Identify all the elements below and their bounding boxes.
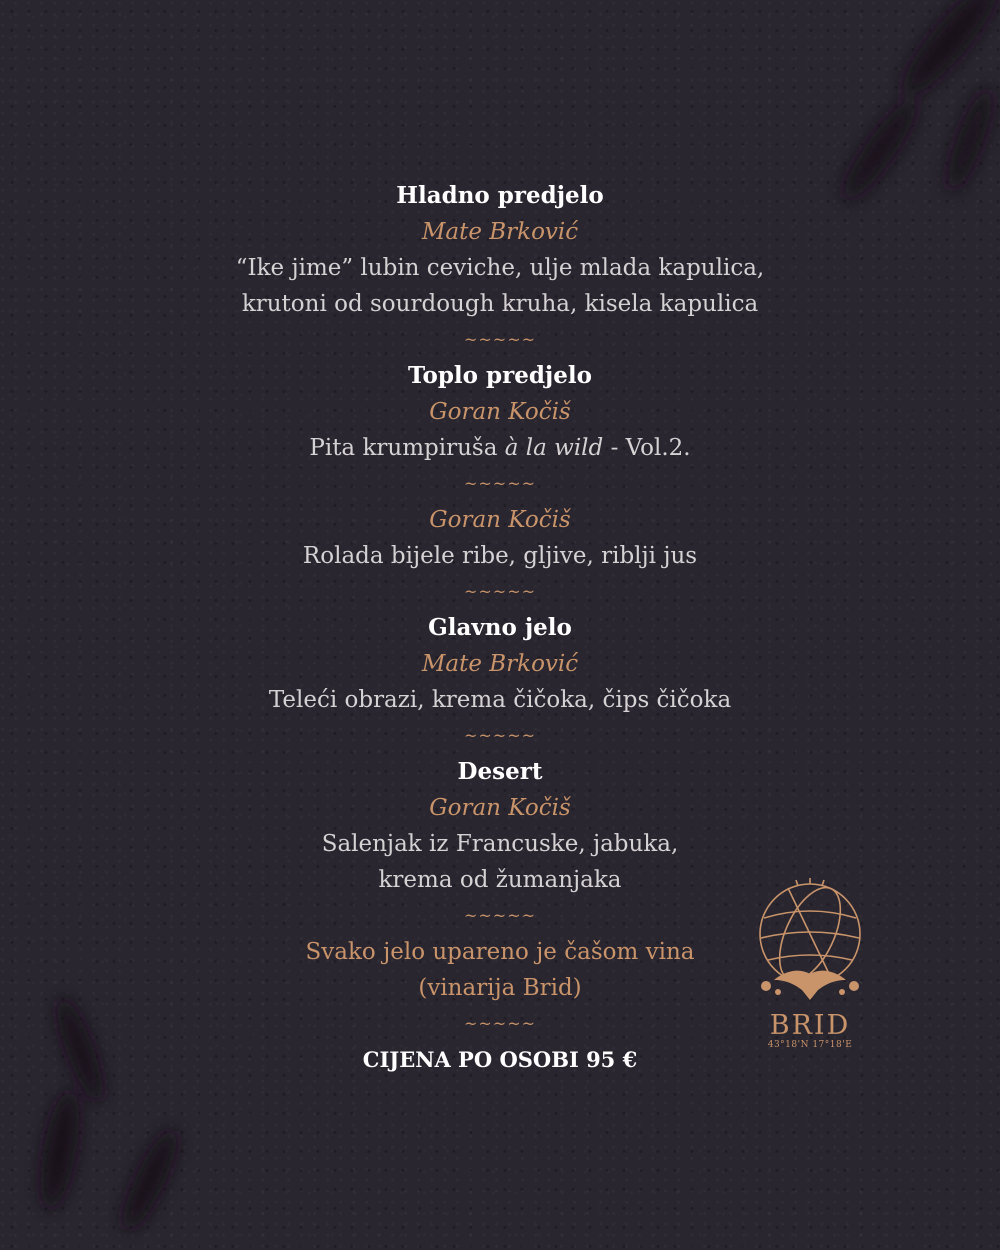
wine-pairing-note: Svako jelo upareno je čašom vina — [305, 939, 695, 965]
chef-name: Goran Kočiš — [429, 399, 571, 425]
brid-logo — [752, 876, 868, 1050]
dish-description: krutoni od sourdough kruha, kisela kapulica — [241, 291, 759, 317]
course-heading: Glavno jelo — [428, 614, 572, 641]
dish-text: - Vol.2. — [603, 435, 691, 461]
course-heading: Toplo predjelo — [408, 362, 592, 389]
dish-description — [0, 430, 1000, 466]
dish-description: Rolada bijele ribe, gljive, riblji jus — [302, 543, 698, 569]
separator: ~~~~~ — [463, 726, 537, 745]
dish-description: Teleći obrazi, krema čičoka, čips čičoka — [268, 687, 732, 713]
separator: ~~~~~ — [463, 330, 537, 349]
course-heading: Hladno predjelo — [396, 182, 604, 209]
dish-description: krema od žumanjaka — [378, 867, 622, 893]
separator: ~~~~~ — [463, 474, 537, 493]
separator: ~~~~~ — [463, 1014, 537, 1033]
brand-coordinates: 43°18'N 17°18'E — [767, 1040, 853, 1050]
dish-text: Pita krumpiruša — [309, 435, 505, 461]
separator: ~~~~~ — [463, 582, 537, 601]
chef-name: Mate Brković — [421, 219, 579, 245]
price: CIJENA PO OSOBI 95 € — [362, 1047, 638, 1072]
chef-name: Goran Kočiš — [429, 507, 571, 533]
dish-description: Salenjak iz Francuske, jabuka, — [321, 831, 679, 857]
chef-name: Mate Brković — [421, 651, 579, 677]
course-heading: Desert — [457, 758, 543, 785]
separator: ~~~~~ — [463, 906, 537, 925]
chef-name: Goran Kočiš — [429, 795, 571, 821]
wine-pairing-note: (vinarija Brid) — [418, 975, 582, 1001]
globe-bird-icon — [752, 876, 868, 1006]
dish-description: “Ike jime” lubin ceviche, ulje mlada kapulica, — [235, 255, 765, 281]
dish-text-emphasis: à la wild — [504, 435, 604, 461]
brand-name: BRID — [769, 1010, 851, 1041]
